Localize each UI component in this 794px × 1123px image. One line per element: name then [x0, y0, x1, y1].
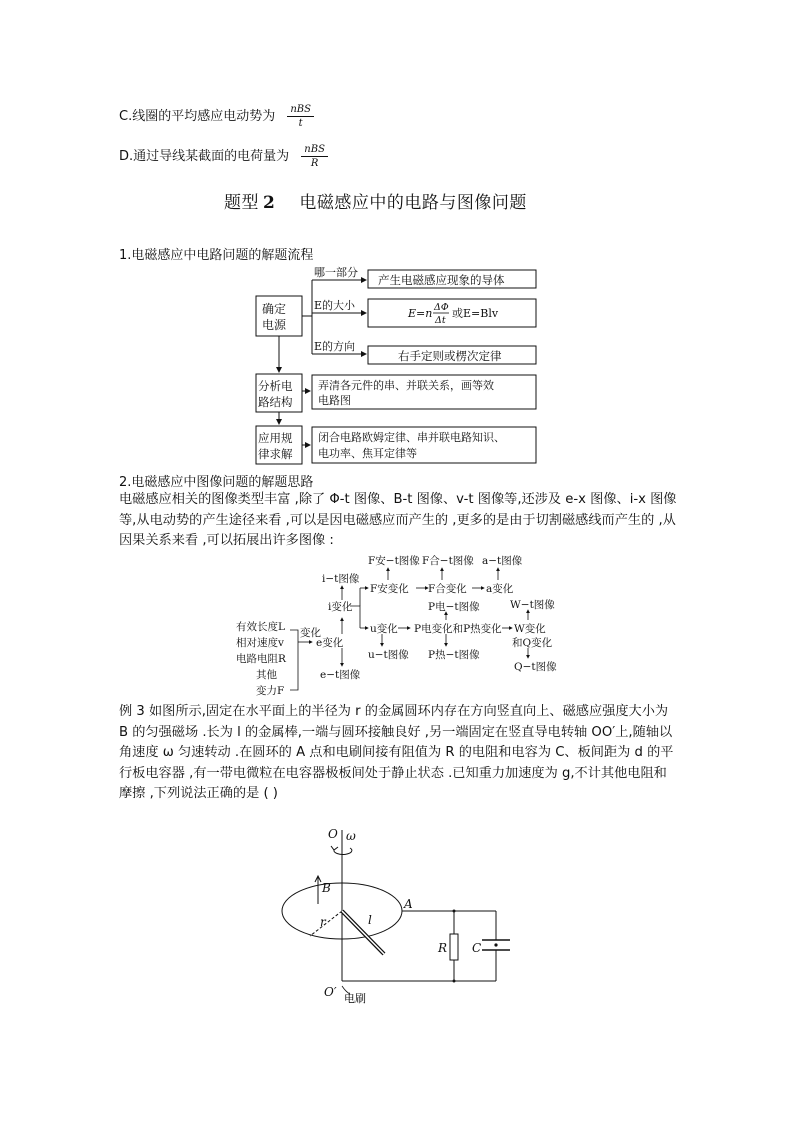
label-c: C [472, 941, 482, 955]
label-o-prime: O′ [324, 985, 337, 999]
map-a-change: a变化 [486, 583, 514, 595]
part1-heading: 1.电磁感应中电路问题的解题流程 [119, 248, 314, 263]
flow-source-line2: 电源 [262, 318, 287, 332]
map-fan-t: F安−t图像 [368, 555, 420, 567]
flow-apply-line2: 律求解 [258, 447, 293, 461]
charged-particle [494, 943, 497, 946]
option-c-numerator: nBS [287, 103, 314, 117]
map-change: 变化 [300, 627, 321, 639]
flow-branch3-label: E的方向 [314, 340, 356, 353]
flow-formula-num: ΔΦ [434, 302, 449, 313]
label-brush: 电刷 [344, 992, 366, 1005]
label-b: B [322, 881, 331, 895]
label-r-resistor: R [438, 941, 448, 955]
map-i-change: i变化 [328, 601, 353, 613]
node-bottom [453, 980, 456, 983]
map-wq-change-q: 和Q变化 [512, 637, 553, 649]
label-omega: ω [346, 829, 356, 843]
option-d-denominator: R [310, 158, 319, 169]
section-title-text: 电磁感应中的电路与图像问题 [299, 193, 527, 213]
map-left-bracket [290, 630, 298, 690]
flow-formula-lhs: E=n [408, 307, 433, 320]
flow-direction-text: 右手定则或楞次定律 [398, 349, 502, 363]
map-q-t: Q−t图像 [514, 661, 557, 673]
flow-conductor-text: 产生电磁感应现象的导体 [378, 273, 505, 287]
map-fan-change: F安变化 [370, 583, 409, 595]
map-a-t: a−t图像 [482, 555, 523, 567]
flow-apply-detail-line2: 电功率、焦耳定律等 [318, 447, 417, 460]
flow-analyze-line2: 路结构 [258, 395, 293, 409]
flow-branch2-label: E的大小 [314, 299, 356, 312]
map-pre-t: P热−t图像 [428, 649, 480, 661]
flow-analyze-line1: 分析电 [258, 379, 293, 393]
section-title-number: 2 [263, 193, 276, 213]
option-c-fraction [287, 103, 314, 130]
resistor-r [450, 934, 458, 960]
graph-map [232, 552, 562, 702]
label-a: A [404, 897, 413, 911]
flow-source-line1: 确定 [262, 302, 287, 316]
option-c-denominator: t [298, 118, 303, 129]
map-item-length: 有效长度L [236, 621, 285, 633]
example-3-paragraph: 例 3 如图所示,固定在水平面上的半径为 r 的金属圆环内存在方向竖直向上、磁感应强度大小为 B 的匀强磁场 .长为 l 的金属棒,一端与圆环接触良好 ,另一端固定在竖直导电转轴 OO′上,随轴以角速度 ω 匀速转动 .在圆环的 A 点和电刷间接有阻值为 R 的电阻和电容为 C、板间距为 d 的平行板电容器 ,有一带电微粒在电容器极板间处于静止状态 .已知重力加速度为 g,不计其他电阻和摩擦 ,下列说法正确的是 ( ) [119, 704, 674, 801]
map-item-other: 其他 [256, 669, 277, 681]
map-e-change: e变化 [316, 637, 344, 649]
map-i-t: i−t图像 [322, 573, 360, 585]
option-d-numerator: nBS [301, 143, 328, 157]
map-item-force: 变力F [256, 685, 285, 697]
label-l: l [368, 913, 372, 927]
part2-heading: 2.电磁感应中图像问题的解题思路 [119, 475, 314, 490]
flowchart [250, 262, 550, 472]
rotation-arrow-icon [334, 848, 352, 854]
flow-formula-den: Δt [435, 315, 446, 326]
map-p-change: P电变化和P热变化 [414, 623, 502, 635]
metal-rod-inner [342, 911, 384, 954]
flow-formula-rhs: 或E=Blv [452, 307, 499, 320]
map-fhe-t: F合−t图像 [422, 555, 474, 567]
label-r-radius: r [320, 915, 326, 929]
radius-line [310, 911, 342, 936]
flow-apply-line1: 应用规 [258, 431, 293, 445]
part2-paragraph: 电磁感应相关的图像类型丰富 ,除了 Φ-t 图像、B-t 图像、v-t 图像等,还涉及 e-x 图像、i-x 图像等,从电动势的产生途径来看 ,可以是因电磁感应而产生的 ,更多的是由于切割磁感线而产生的 ,从因果关系来看 ,可以拓展出许多图像 : [119, 492, 677, 548]
rotating-rod-figure [276, 826, 536, 1011]
label-o: O [328, 827, 338, 841]
flow-branch1-label: 哪一部分 [314, 266, 358, 279]
map-wq-change-w: W变化 [514, 623, 546, 635]
section-title [224, 188, 527, 213]
option-d-fraction [301, 143, 328, 170]
map-fhe-change: F合变化 [428, 583, 467, 595]
map-e-t: e−t图像 [320, 669, 361, 681]
option-d-text: D.通过导线某截面的电荷量为 [119, 149, 290, 164]
map-pdian-t: P电−t图像 [428, 601, 480, 613]
map-w-t: W−t图像 [510, 599, 555, 611]
map-u-change: u变化 [370, 623, 398, 635]
map-u-t: u−t图像 [368, 649, 409, 661]
section-title-prefix: 题型 [224, 193, 259, 213]
option-c-text: C.线圈的平均感应电动势为 [119, 109, 276, 124]
option-d [119, 143, 328, 170]
rotation-arrowhead [331, 846, 338, 850]
flow-apply-detail-line1: 闭合电路欧姆定律、串并联电路知识、 [318, 431, 505, 444]
map-item-velocity: 相对速度v [236, 637, 284, 649]
flow-analyze-detail-line2: 电路图 [318, 394, 351, 407]
map-item-resistance: 电路电阻R [236, 653, 286, 665]
option-c [119, 103, 314, 130]
flow-analyze-detail-line1: 弄清各元件的串、并联关系，画等效 [318, 379, 494, 392]
node-top [453, 910, 456, 913]
